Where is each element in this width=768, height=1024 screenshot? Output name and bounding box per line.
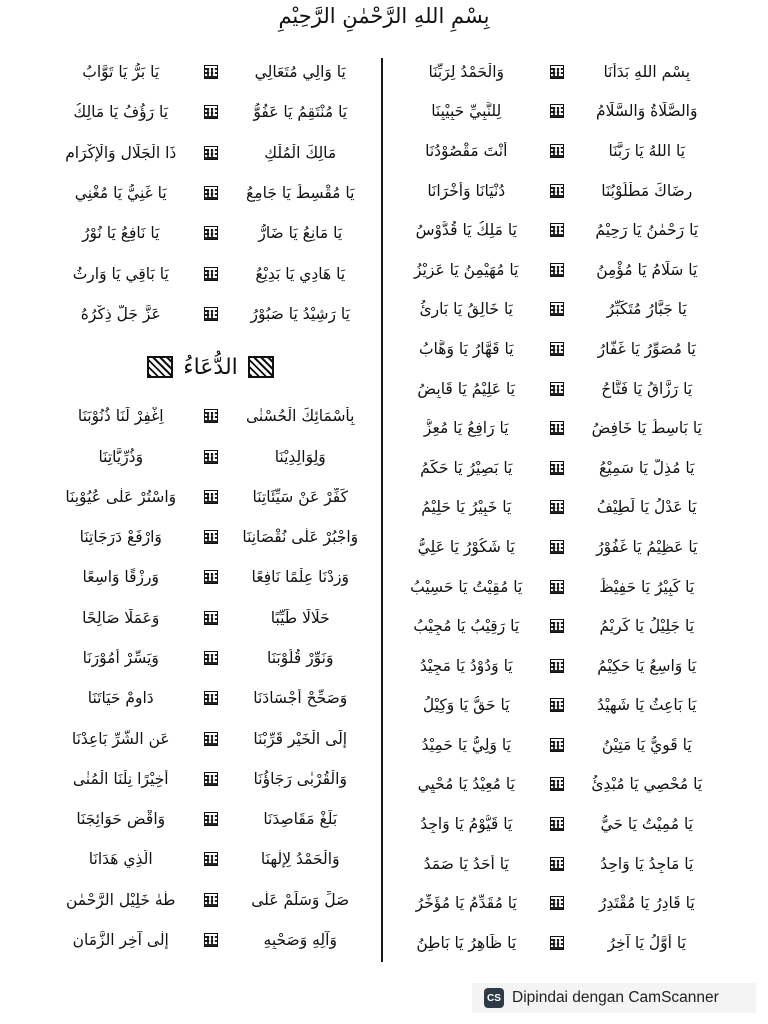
camscanner-watermark [472, 983, 756, 1013]
verse-first-half: وَالصَّلَاةُ وَالسَّلَامُ [596, 102, 698, 121]
separator-ornament-icon [204, 812, 218, 826]
verse-row [385, 606, 728, 646]
verse-row [40, 213, 381, 253]
verse-second-half: يَا نَافِعُ يَا نُوْرُ [82, 224, 160, 243]
verse-first-half: يَا هَادِي يَا بَدِيْعُ [255, 264, 346, 283]
verse-first-half: وَصَحِّحْ أَجْسَادَنَا [253, 689, 348, 708]
verse-first-half: بَلِّغْ مَقَاصِدَنَا [263, 810, 338, 829]
separator-ornament-icon [550, 184, 564, 198]
separator-ornament-icon [204, 226, 218, 240]
verse-first-half: يَا جَبَّارُ مُتَكَبِّرُ [606, 300, 687, 319]
verse-row [40, 557, 381, 597]
verse-first-half: يَا رَحْمٰنُ يَا رَحِيْمُ [595, 221, 699, 240]
verse-row [40, 799, 381, 839]
verse-first-half: يَا رَشِيْدُ يَا صَبُوْرُ [250, 304, 350, 323]
verse-row [385, 686, 728, 726]
verse-first-half: بِأَسْمَائِكَ الْحُسْنٰى [246, 407, 355, 426]
verse-second-half: يَا خَبِيْرُ يَا حَلِيْمُ [421, 498, 512, 517]
verse-row [385, 844, 728, 884]
verse-first-half: وَزِدْنَا عِلْمًا نَافِعًا [251, 568, 349, 587]
separator-ornament-icon [550, 777, 564, 791]
verse-row [385, 290, 728, 330]
verse-first-half: يَا مُذِلُّ يَا سَمِيْعُ [599, 458, 695, 477]
separator-ornament-icon [204, 65, 218, 79]
verse-first-half: يَا بَاعِثُ يَا شَهِيْدُ [597, 696, 697, 715]
separator-ornament-icon [550, 857, 564, 871]
verse-first-half: حَلَالًا طَيِّبًا [270, 608, 330, 627]
verse-second-half: وَالْحَمْدُ لِرَبِّنَا [428, 62, 505, 81]
verse-row [385, 923, 728, 963]
separator-ornament-icon [550, 382, 564, 396]
verse-first-half: يَا كَبِيْرُ يَا حَفِيْظُ [599, 577, 695, 596]
verse-first-half: بِسْمِ اللهِ بَدَأْنَا [603, 62, 691, 81]
separator-ornament-icon [204, 490, 218, 504]
verse-second-half: وَرِزْقًا وَاسِعًا [82, 568, 159, 587]
separator-ornament-icon [550, 144, 564, 158]
verse-second-half: وَعَمَلًا صَالِحًا [82, 608, 160, 627]
verse-second-half: يَا خَالِقُ يَا بَارِئُ [419, 300, 513, 319]
column-divider [381, 58, 383, 962]
verse-second-half: يَا قَهَّارُ يَا وَهَّابُ [418, 339, 514, 358]
verse-row [385, 448, 728, 488]
verse-first-half: يَا مُنْتَقِمُ يَا عَفُوُّ [253, 103, 348, 122]
verse-second-half: يَا بَصِيْرُ يَا حَكَمُ [420, 458, 513, 477]
verse-row [40, 839, 381, 879]
verse-second-half: وَيَسِّرْ أُمُوْرَنَا [82, 649, 159, 667]
verse-second-half: يَا غَنِيُّ يَا مُغْنِي [74, 184, 167, 203]
verse-second-half: إِلٰى آخِرِ الزَّمَانِ [72, 931, 169, 950]
verse-row [40, 436, 381, 476]
verse-row [40, 517, 381, 557]
camscanner-logo-icon: CS [484, 988, 504, 1008]
separator-ornament-icon [204, 450, 218, 464]
verse-row [40, 598, 381, 638]
verse-row [385, 408, 728, 448]
heading-ornament-icon [248, 356, 274, 378]
verse-row [385, 804, 728, 844]
verse-first-half: يَا عَظِيْمُ يَا غَفُوْرُ [596, 537, 698, 556]
verse-first-half: صَلِّ وَسَلِّمْ عَلٰى [251, 890, 350, 909]
doa-heading [40, 342, 381, 392]
verse-first-half: كَفِّرْ عَنْ سَيِّئَاتِنَا [252, 487, 348, 506]
verse-row [40, 173, 381, 213]
separator-ornament-icon [550, 500, 564, 514]
separator-ornament-icon [550, 223, 564, 237]
verse-first-half: يَا بَاسِطُ يَا خَافِضُ [591, 419, 702, 438]
verse-second-half: يَا أَحَدُ يَا صَمَدُ [423, 854, 509, 873]
heading-ornament-icon [147, 356, 173, 378]
verse-first-half: رِضَاكَ مَطْلُوْبُنَا [601, 181, 693, 200]
verse-second-half: لِلنَّبِيِّ حَبِيْبِنَا [431, 102, 502, 121]
separator-ornament-icon [550, 302, 564, 316]
verse-first-half: يَا مَاجِدُ يَا وَاحِدُ [600, 854, 694, 873]
verse-row [385, 171, 728, 211]
verse-row [40, 759, 381, 799]
verse-row [385, 369, 728, 409]
verse-second-half: يَا ظَاهِرُ يَا بَاطِنُ [416, 933, 517, 952]
separator-ornament-icon [204, 570, 218, 584]
verse-first-half: يَا مُقْسِطُ يَا جَامِعُ [246, 184, 355, 203]
basmala-heading: بِسْمِ اللهِ الرَّحْمٰنِ الرَّحِيْمِ [278, 4, 490, 28]
separator-ornament-icon [204, 732, 218, 746]
verse-row [385, 329, 728, 369]
verse-row [385, 250, 728, 290]
verse-second-half: يَا بَرُّ يَا تَوَّابُ [82, 63, 160, 82]
verse-row [385, 488, 728, 528]
verse-second-half: عَنِ الشَّرِّ بَاعِدْنَا [71, 729, 170, 748]
verse-row [385, 765, 728, 805]
verse-row [40, 678, 381, 718]
verse-row [385, 725, 728, 765]
verse-first-half: وَنَوِّرْ قُلُوْبَنَا [267, 649, 334, 667]
verse-row [40, 294, 381, 334]
separator-ornament-icon [550, 104, 564, 118]
separator-ornament-icon [550, 342, 564, 356]
verse-second-half: يَا رَؤُفُ يَا مَالِكُ [73, 103, 169, 122]
separator-ornament-icon [204, 852, 218, 866]
separator-ornament-icon [550, 540, 564, 554]
separator-ornament-icon [204, 611, 218, 625]
left-column [40, 52, 381, 960]
verse-second-half: يَا وَلِيُّ يَا حَمِيْدُ [421, 735, 511, 754]
verse-second-half: يَا مُعِيْدُ يَا مُحْيِي [417, 775, 515, 794]
verse-row [385, 92, 728, 132]
verse-second-half: اِغْفِرْ لَنَا ذُنُوْبَنَا [77, 407, 164, 426]
verse-second-half: يَا حَقُّ يَا وَكِيْلُ [422, 696, 510, 715]
verse-second-half: أَنْتَ مَقْصُوْدُنَا [425, 141, 508, 160]
verse-row [40, 133, 381, 173]
verse-first-half: يَا وَاسِعُ يَا حَكِيْمُ [597, 656, 697, 675]
verse-first-half: يَا أَوَّلُ يَا آخِرُ [607, 933, 686, 952]
separator-ornament-icon [204, 409, 218, 423]
verse-row [40, 880, 381, 920]
separator-ornament-icon [204, 691, 218, 705]
separator-ornament-icon [550, 817, 564, 831]
verse-first-half: وَاجْبُرْ عَلٰى نُقْصَانِنَا [242, 528, 359, 547]
separator-ornament-icon [550, 65, 564, 79]
separator-ornament-icon [204, 772, 218, 786]
verse-first-half: يَا مُصَوِّرُ يَا غَفَّارُ [597, 339, 696, 358]
verse-second-half: أَخِيْرًا نِلْنَا الْمُنٰى [72, 769, 169, 788]
verse-second-half: يَا شَكُوْرُ يَا عَلِيُّ [417, 537, 515, 556]
separator-ornament-icon [550, 896, 564, 910]
verse-first-half: مَالِكَ الْمُلْكِ [264, 143, 337, 162]
camscanner-text: Dipindai dengan CamScanner [512, 989, 719, 1006]
verse-row [40, 396, 381, 436]
verse-row [385, 527, 728, 567]
separator-ornament-icon [204, 146, 218, 160]
verse-row [40, 477, 381, 517]
verse-row [385, 131, 728, 171]
verse-first-half: يَا مُحْصِي يَا مُبْدِئُ [591, 775, 703, 794]
verse-first-half: يَا مُمِيْتُ يَا حَيُّ [600, 815, 693, 834]
separator-ornament-icon [204, 307, 218, 321]
verse-first-half: يَا قَادِرُ يَا مُقْتَدِرُ [598, 894, 695, 913]
verse-row [385, 883, 728, 923]
separator-ornament-icon [550, 461, 564, 475]
verse-second-half: وَاقْضِ حَوَائِجَنَا [76, 810, 166, 829]
verse-first-half: إِلَى الْخَيْرِ قَرِّبْنَا [253, 729, 348, 748]
verse-second-half: يَا مُهَيْمِنُ يَا عَزِيْزُ [414, 260, 519, 279]
verse-first-half: وَلِوَالِدِيْنَا [274, 447, 326, 466]
doa-heading-text: الدُّعَاءُ [183, 354, 238, 380]
verse-second-half: يَا مُقَدِّمُ يَا مُؤَخِّرُ [415, 894, 517, 913]
separator-ornament-icon [204, 267, 218, 281]
scanned-page [40, 0, 728, 968]
verse-row [385, 210, 728, 250]
verse-second-half: يَا رَافِعُ يَا مُعِزُّ [423, 419, 509, 438]
verse-second-half: دَاوِمْ حَيَاتَنَا [87, 689, 154, 708]
verse-first-half: وَالْحَمْدُ لِإِلٰهِنَا [260, 850, 340, 869]
verse-second-half: ذَا الْجَلَالِ وَالْإِكْرَامِ [65, 143, 177, 162]
separator-ornament-icon [550, 698, 564, 712]
verse-row [40, 52, 381, 92]
separator-ornament-icon [550, 936, 564, 950]
verse-first-half: يَا عَدْلُ يَا لَطِيْفُ [596, 498, 697, 517]
verse-second-half: يَا رَقِيْبُ يَا مُجِيْبُ [413, 617, 520, 636]
verse-second-half: عَزَّ جَلَّ ذِكْرُهُ [80, 304, 161, 323]
verse-row [385, 646, 728, 686]
verse-second-half: يَا قَيُّوْمُ يَا وَاجِدُ [420, 815, 513, 834]
right-column [385, 52, 728, 963]
verse-second-half: يَا وَدُوْدُ يَا مَجِيْدُ [419, 656, 513, 675]
separator-ornament-icon [204, 933, 218, 947]
verse-first-half: وَآلِهِ وَصَحْبِهِ [263, 931, 337, 950]
verse-first-half: وَالْقُرْبٰى رَجَاؤُنَا [253, 769, 347, 788]
verse-first-half: يَا قَوِيُّ يَا مَتِيْنُ [601, 735, 692, 754]
verse-second-half: يَا مُقِيْتُ يَا حَسِيْبُ [410, 577, 523, 596]
separator-ornament-icon [204, 893, 218, 907]
verse-second-half: وَذُرِّيَّاتِنَا [98, 447, 144, 466]
verse-second-half: طٰهٰ خَلِيْلِ الرَّحْمٰنِ [65, 890, 176, 909]
verse-first-half: يَا وَالِي مُتَعَالِي [254, 63, 346, 82]
verse-row [40, 638, 381, 678]
verse-first-half: يَا اللهُ يَا رَبَّنَا [608, 141, 686, 160]
verse-second-half: يَا عَلِيْمُ يَا قَابِضُ [417, 379, 516, 398]
verse-second-half: يَا مَلِكُ يَا قُدُّوْسُ [415, 221, 517, 240]
verse-second-half: يَا بَاقِي يَا وَارِثُ [72, 264, 169, 283]
verse-row [40, 253, 381, 293]
verse-row [40, 920, 381, 960]
separator-ornament-icon [204, 651, 218, 665]
separator-ornament-icon [204, 105, 218, 119]
verse-row [40, 92, 381, 132]
separator-ornament-icon [204, 530, 218, 544]
separator-ornament-icon [550, 659, 564, 673]
verse-first-half: يَا جَلِيْلُ يَا كَرِيْمُ [599, 617, 695, 636]
verse-first-half: يَا سَلَامُ يَا مُؤْمِنُ [596, 260, 698, 279]
verse-row [385, 52, 728, 92]
separator-ornament-icon [204, 186, 218, 200]
verse-second-half: الَّذِي هَدَانَا [88, 850, 153, 869]
separator-ornament-icon [550, 619, 564, 633]
verse-first-half: يَا رَزَّاقُ يَا فَتَّاحُ [601, 379, 693, 398]
verse-row [385, 567, 728, 607]
separator-ornament-icon [550, 580, 564, 594]
verse-second-half: وَارْفَعْ دَرَجَاتِنَا [79, 528, 162, 547]
separator-ornament-icon [550, 263, 564, 277]
verse-second-half: دُنْيَانَا وَأُخْرَانَا [427, 181, 506, 200]
verse-first-half: يَا مَانِعُ يَا ضَارُّ [258, 224, 343, 243]
verse-second-half: وَاسْتُرْ عَلٰى عُيُوْبِنَا [65, 487, 177, 506]
separator-ornament-icon [550, 421, 564, 435]
separator-ornament-icon [550, 738, 564, 752]
verse-row [40, 718, 381, 758]
